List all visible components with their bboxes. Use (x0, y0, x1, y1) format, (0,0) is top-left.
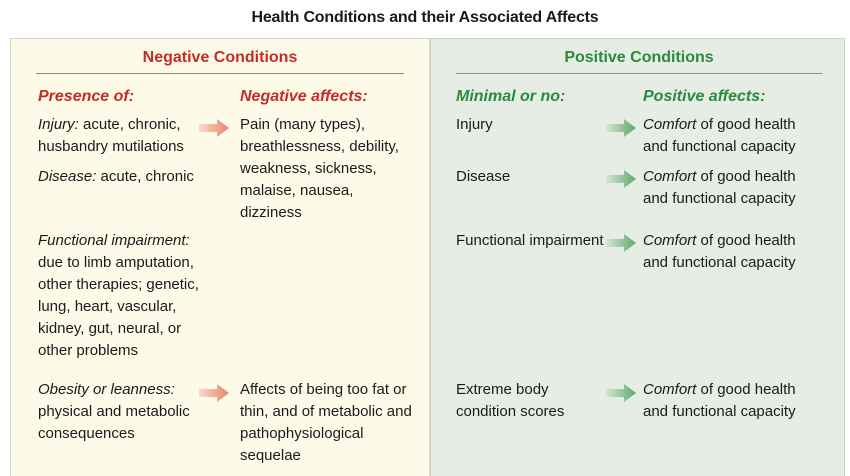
pos-arrow-functional (606, 234, 636, 252)
pos-effect-injury (643, 114, 818, 158)
pos-effect-functional (643, 230, 818, 274)
pos-arrow-body-condition (606, 384, 636, 402)
pos-cause-disease: Disease (456, 168, 511, 185)
pos-effect-injury-em: Comfort (643, 116, 697, 133)
negative-heading-rule (36, 73, 404, 74)
neg-cause-functional (38, 230, 213, 362)
neg-arrow-injury (199, 119, 229, 137)
negative-conditions-heading: Negative Conditions (142, 49, 298, 66)
pos-effect-disease (643, 166, 818, 210)
pos-effect-body-condition (643, 379, 818, 423)
pos-cause-functional: Functional impairment (456, 232, 604, 249)
neg-cause-functional-text: due to limb amputation, other therapies; genetic, lung, heart, vascular, kidney, gut, neural, or other problems (38, 254, 199, 359)
positive-conditions-panel (430, 38, 845, 476)
positive-affects-header: Positive affects: (643, 88, 766, 105)
neg-cause-injury-label: Injury: (38, 116, 79, 133)
negative-affects-header: Negative affects: (240, 88, 368, 105)
pos-effect-injury-text: of good health and functional capacity (643, 116, 796, 155)
pos-effect-functional-em: Comfort (643, 232, 697, 249)
pos-cause-injury: Injury (456, 116, 493, 133)
neg-cause-disease-label: Disease: (38, 168, 97, 185)
positive-conditions-heading: Positive Conditions (564, 49, 714, 66)
neg-cause-functional-label: Functional impairment: (38, 232, 190, 249)
minimal-or-no-header: Minimal or no: (456, 88, 566, 105)
neg-cause-obesity-text: physical and metabolic consequences (38, 403, 190, 442)
pos-arrow-injury (606, 119, 636, 137)
pos-effect-functional-text: of good health and functional capacity (643, 232, 796, 271)
pos-effect-body-condition-em: Comfort (643, 381, 697, 398)
neg-cause-disease (38, 166, 218, 188)
pos-effect-body-condition-text: of good health and functional capacity (643, 381, 796, 420)
diagram-title: Health Conditions and their Associated Affects (251, 9, 599, 26)
neg-effect-obesity: Affects of being too fat or thin, and of metabolic and pathophysiological sequelae (240, 381, 412, 464)
negative-conditions-panel (10, 38, 430, 476)
pos-arrow-disease (606, 170, 636, 188)
pos-cause-body-condition: Extreme body condition scores (456, 381, 565, 420)
neg-cause-injury-text: acute, chronic, husbandry mutilations (38, 116, 184, 155)
presence-of-header: Presence of: (38, 88, 135, 105)
neg-cause-obesity-label: Obesity or leanness: (38, 381, 175, 398)
pos-effect-disease-em: Comfort (643, 168, 697, 185)
pos-effect-disease-text: of good health and functional capacity (643, 168, 796, 207)
neg-arrow-obesity (199, 384, 229, 402)
positive-heading-rule (456, 73, 822, 74)
neg-effect-injury: Pain (many types), breathlessness, debility, weakness, sickness, malaise, nausea, dizziness (240, 116, 399, 221)
neg-cause-disease-text: acute, chronic (96, 168, 194, 185)
neg-cause-obesity (38, 379, 218, 445)
neg-cause-injury (38, 114, 218, 158)
